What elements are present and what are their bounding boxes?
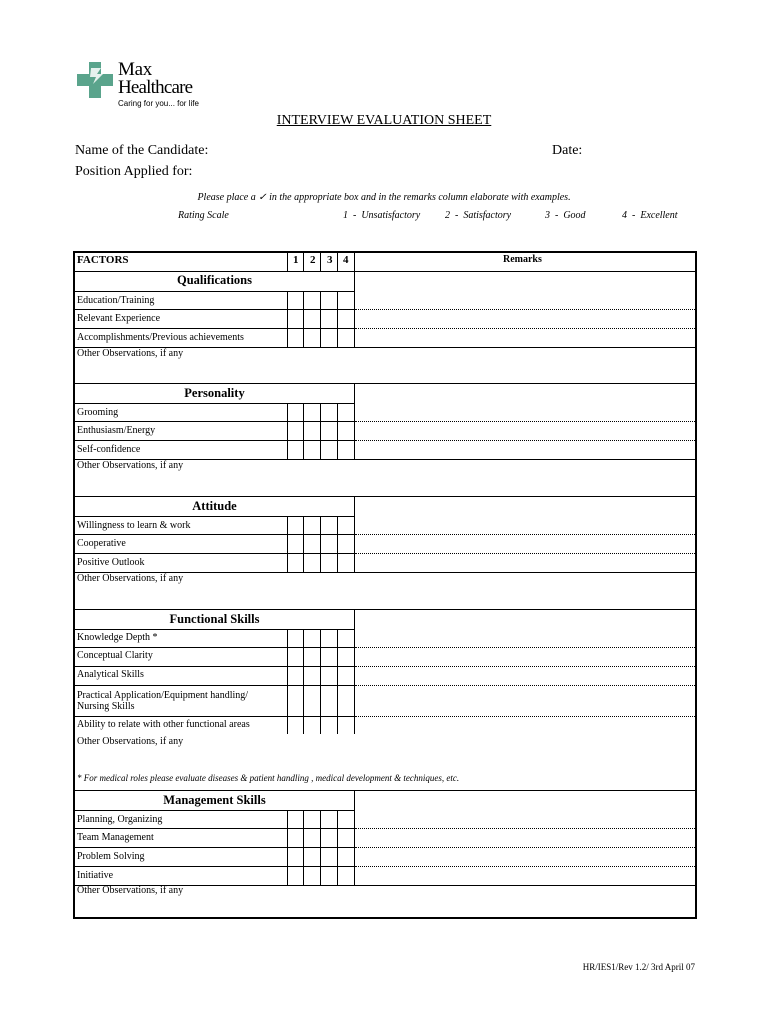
section-attitude: Attitude bbox=[192, 499, 237, 513]
factor-practical-application: Practical Application/Equipment handling/ bbox=[77, 690, 249, 701]
position-label: Position Applied for: bbox=[75, 164, 193, 179]
factor-problem-solving: Problem Solving bbox=[77, 851, 145, 862]
cross-logo-icon bbox=[75, 60, 115, 100]
logo-text-healthcare: Healthcare bbox=[118, 77, 193, 98]
factor-positive-outlook: Positive Outlook bbox=[77, 557, 145, 568]
factor-relevant-experience: Relevant Experience bbox=[77, 313, 161, 324]
other-observations-qualifications: Other Observations, if any bbox=[77, 348, 184, 359]
other-observations-attitude: Other Observations, if any bbox=[77, 573, 184, 584]
section-management-skills: Management Skills bbox=[163, 793, 266, 807]
section-personality: Personality bbox=[184, 386, 245, 400]
factor-team-management: Team Management bbox=[77, 832, 154, 843]
candidate-name-label: Name of the Candidate: bbox=[75, 143, 209, 158]
rating-header-1: 1 bbox=[293, 254, 299, 266]
factor-enthusiasm-energy: Enthusiasm/Energy bbox=[77, 425, 156, 436]
factor-cooperative: Cooperative bbox=[77, 538, 126, 549]
section-functional-skills: Functional Skills bbox=[169, 612, 260, 626]
factor-education-training: Education/Training bbox=[77, 295, 155, 306]
logo-tagline: Caring for you... for life bbox=[118, 99, 199, 108]
factor-self-confidence: Self-confidence bbox=[77, 444, 141, 455]
rating-2: 2 - Satisfactory bbox=[445, 210, 512, 221]
functional-footnote: * For medical roles please evaluate diseases & patient handling , medical development & techniques, etc. bbox=[77, 773, 460, 783]
section-qualifications: Qualifications bbox=[176, 273, 252, 287]
date-label: Date: bbox=[552, 143, 583, 158]
evaluation-table bbox=[73, 251, 697, 919]
rating-4: 4 - Excellent bbox=[622, 210, 678, 221]
factor-accomplishments: Accomplishments/Previous achievements bbox=[77, 332, 244, 343]
page-title: INTERVIEW EVALUATION SHEET bbox=[276, 113, 492, 128]
rating-header-4: 4 bbox=[343, 254, 349, 266]
factor-knowledge-depth: Knowledge Depth * bbox=[77, 632, 158, 643]
factor-analytical-skills: Analytical Skills bbox=[77, 669, 144, 680]
other-observations-personality: Other Observations, if any bbox=[77, 460, 184, 471]
rating-1: 1 - Unsatisfactory bbox=[343, 210, 421, 221]
rating-3: 3 - Good bbox=[545, 210, 586, 221]
factors-header: FACTORS bbox=[77, 254, 129, 266]
factor-willingness: Willingness to learn & work bbox=[77, 520, 191, 531]
factor-grooming: Grooming bbox=[77, 407, 119, 418]
factor-planning-organizing: Planning, Organizing bbox=[77, 814, 163, 825]
remarks-header: Remarks bbox=[503, 254, 542, 265]
other-observations-management: Other Observations, if any bbox=[77, 885, 184, 896]
logo-text-max: Max bbox=[118, 59, 152, 80]
factor-initiative: Initiative bbox=[77, 870, 114, 881]
rating-scale-label: Rating Scale bbox=[178, 210, 229, 221]
document-reference: HR/IES1/Rev 1.2/ 3rd April 07 bbox=[582, 962, 695, 972]
rating-header-2: 2 bbox=[310, 254, 316, 266]
instruction-text: Please place a ✓ in the appropriate box and in the remarks column elaborate with examples. bbox=[197, 192, 571, 203]
max-healthcare-logo bbox=[75, 60, 225, 112]
factor-conceptual-clarity: Conceptual Clarity bbox=[77, 650, 153, 661]
other-observations-functional: Other Observations, if any bbox=[77, 736, 184, 747]
factor-nursing-skills: Nursing Skills bbox=[77, 701, 135, 712]
factor-ability-to-relate: Ability to relate with other functional areas bbox=[77, 719, 250, 730]
rating-header-3: 3 bbox=[327, 254, 333, 266]
